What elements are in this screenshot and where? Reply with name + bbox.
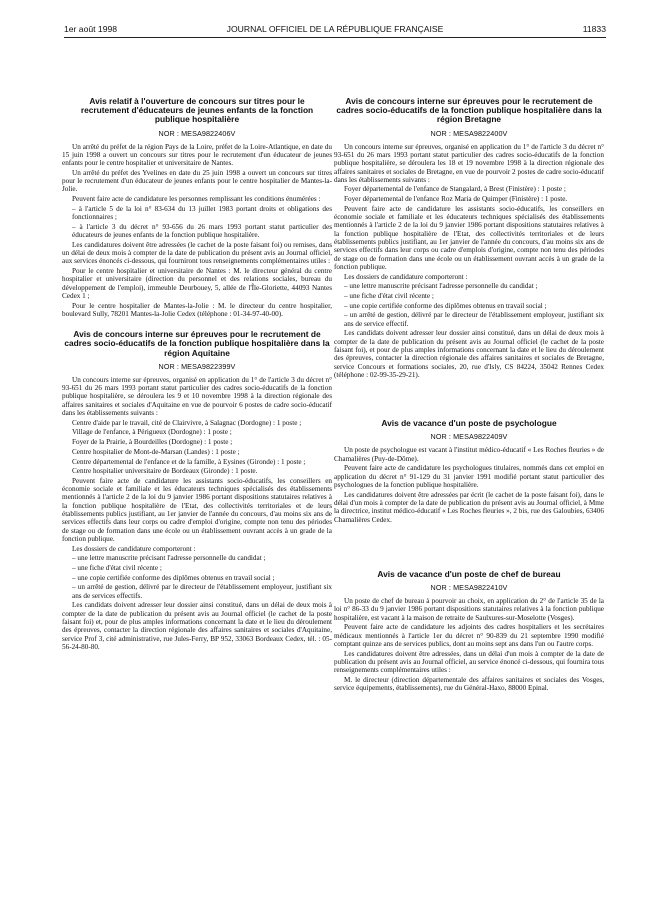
article-psychologue <box>334 419 604 524</box>
article-aquitaine <box>62 330 332 651</box>
article-paragraph: – un arrêté de gestion, délivré par le directeur de l'établissement employeur, justifiant six ans de services effectifs. <box>72 583 332 600</box>
page-number: 11833 <box>582 24 606 34</box>
article-paragraph: – une fiche d'état civil récente ; <box>72 564 162 573</box>
article-paragraph: Un arrêté du préfet de la région Pays de la Loire, préfet de la Loire-Atlantique, en date du 15 juin 1998 a ouvert un concours sur titres pour le recrutement d'un éducateur de jeunes enfants pour le centre hospitalier et universitaire de Nantes. <box>62 142 332 168</box>
article-paragraph: – une copie certifiée conforme des diplômes obtenus en travail social ; <box>344 301 547 310</box>
article-paragraph: Centre départemental de l'enfance et de la famille, à Eysines (Gironde) : 1 poste ; <box>72 457 306 466</box>
article-paragraph: – une copie certifiée conforme des diplômes obtenus en travail social ; <box>72 573 275 582</box>
article-paragraph: Les dossiers de candidature comporteront : <box>72 544 196 553</box>
nor-reference: NOR : MESA9822400V <box>430 128 508 138</box>
page-header <box>64 24 606 38</box>
article-paragraph: Village de l'enfance, à Périgueux (Dordogne) : 1 poste ; <box>72 428 232 437</box>
article-paragraph: Foyer départemental de l'enfance Roz Maria de Quimper (Finistère) : 1 poste. <box>344 195 568 204</box>
article-paragraph: Pour le centre hospitalier et universitaire de Nantes : M. le directeur général du centre hospitalier et universitaire (direction du personnel et des relations sociales, bureau du développement de l'emploi), immeuble Deurbouey, 5, allée de l'Île-Gloriette, 44093 Nantes Cedex 1 ; <box>62 267 332 300</box>
article-paragraph: Peuvent faire acte de candidature les assistants socio-éducatifs, les conseillers en économie sociale et familiale et les éducateurs techniques spécialisés des établissements mentionnés à l'article 2 de la loi du 9 janvier 1986 portant dispositions statutaires relatives à la fonction publique hospitalière de l'Etat, des collectivités territoriales et de leurs établissements publics justifiant, au 1er janvier de l'année du concours, d'au moins six ans de services effectifs dans leur corps ou cadre d'emplois d'origine, compte non tenu des périodes de stage ou de formation dans une école ou un établissement ouvrant accès à un grade de la fonction publique. <box>334 204 604 271</box>
article-paragraph: Un arrêté du préfet des Yvelines en date du 25 juin 1998 a ouvert un concours sur titres pour le recrutement d'un éducateur de jeunes enfants pour le centre hospitalier de Mantes-la-Jolie. <box>62 168 332 194</box>
nor-reference: NOR : MESA9822399V <box>158 361 236 371</box>
article-paragraph: – à l'article 5 de la loi n° 83-634 du 13 juillet 1983 portant droits et obligations des fonctionnaires ; <box>72 204 332 222</box>
article-title: Avis de concours interne sur épreuves pour le recrutement de cadres socio-éducatifs de la fonction publique hospitalière dans la région Bretagne <box>336 96 602 125</box>
article-title: Avis de vacance d'un poste de psychologue <box>381 418 557 429</box>
article-educateurs <box>62 97 332 318</box>
article-title: Avis de concours interne sur épreuves pour le recrutement de cadres socio-éducatifs de la fonction publique hospitalière dans la région Aquitaine <box>64 329 330 358</box>
article-paragraph: – une fiche d'état civil récente ; <box>344 292 434 300</box>
article-paragraph: M. le directeur (direction départementale des affaires sanitaires et sociales des Vosges, service équipements, établissements), rue du Général-Haxo, 88000 Epinal. <box>334 675 604 693</box>
article-paragraph: Les candidatures doivent être adressées (le cachet de la poste faisant foi) ou remises, dans un délai de deux mois à compter de la date de publication du présent avis au Journal officiel, aux services énoncés ci-dessous, qui fourniront tous renseignements complémentaires utiles : <box>62 240 332 266</box>
article-bretagne <box>334 97 604 379</box>
article-paragraph: – une lettre manuscrite précisant l'adresse personnelle du candidat ; <box>344 282 538 291</box>
header-rule <box>64 37 606 38</box>
article-paragraph: Peuvent faire acte de candidature les personnes remplissant les conditions énumérées : <box>72 195 321 204</box>
article-paragraph: Un poste de chef de bureau à pourvoir au choix, en application du 2° de l'article 35 de la loi n° 86-33 du 9 janvier 1986 portant dispositions statutaires relatives à la fonction publique hospitalière, est vacant à la maison de retraite de Saulxures-sur-Moselotte (Vosges). <box>334 597 604 622</box>
article-paragraph: Les candidats doivent adresser leur dossier ainsi constitué, dans un délai de deux mois à compter de la date de publication du présent avis au Journal officiel (le cachet de la poste faisant foi) et, pour de plus amples informations concernant la date et le lieu du déroulement des épreuves, contacter la direction régionale des affaires sanitaires et sociales d'Aquitaine, service Prof 3, cité administrative, rue Jules-Ferry, BP 952, 33063 Bordeaux Cedex, tél. : 05-56-24-80-80. <box>62 601 332 651</box>
article-paragraph: Foyer de la Prairie, à Bourdeilles (Dordogne) : 1 poste ; <box>72 438 233 447</box>
article-paragraph: Les candidats doivent adresser leur dossier ainsi constitué, dans un délai de deux mois à compter de la date de publication du présent avis au Journal officiel (le cachet de la poste faisant foi), et pour de plus amples informations concernant la date et le lieu du déroulement des épreuves, contacter la direction régionale des affaires sanitaires et sociales de Bretagne, service Concours et formations sociales, 20, rue d'Isly, CS 84224, 35042 Rennes Cedex (téléphone : 02-99-35-29-21). <box>334 329 604 379</box>
article-paragraph: – une lettre manuscrite précisant l'adresse personnelle du candidat ; <box>72 554 266 563</box>
article-paragraph: Un concours interne sur épreuves, organisé en application du 1° de l'article 3 du décret n° 93-651 du 26 mars 1993 portant statut particulier des cadres socio-éducatifs de la fonction publique hospitalière, se déroulera les 9 et 10 novembre 1998 à la direction régionale des affaires sanitaires et sociales d'Aquitaine en vue de pourvoir 6 postes de cadre socio-éducatif dans les établissements suivants : <box>62 375 332 418</box>
article-paragraph: Centre hospitalier universitaire de Bordeaux (Gironde) : 1 poste. <box>72 467 258 476</box>
article-paragraph: – à l'article 3 du décret n° 93-656 du 26 mars 1993 portant statut particulier des éducateurs de jeunes enfants de la fonction publique hospitalière. <box>72 222 332 240</box>
article-paragraph: Peuvent faire acte de candidature les assistants socio-éducatifs, les conseillers en économie sociale et familiale et les éducateurs techniques spécialisés des établissements mentionnés à l'article 2 de la loi du 9 janvier 1986 portant dispositions statutaires relatives à la fonction publique hospitalière de l'Etat, des collectivités territoriales et de leurs établissements publics justifiant, au 1er janvier de l'année du concours, d'au moins six ans de services effectifs dans leur corps ou cadre d'emploi d'origine, compte non tenu des périodes de stage ou de formation dans une école ou un établissement ouvrant accès à un grade de la fonction publique. <box>62 476 332 543</box>
article-title: Avis de vacance d'un poste de chef de bureau <box>377 568 561 579</box>
article-paragraph: Centre d'aide par le travail, cité de Clairvivre, à Salagnac (Dordogne) : 1 poste ; <box>72 418 302 427</box>
article-paragraph: Peuvent faire acte de candidature les adjoints des cadres hospitaliers et les secrétaires médicaux mentionnés à l'article 1er du décret n° 90-839 du 21 septembre 1990 modifié comptant quinze ans de services publics, dont au moins sept ans dans l'un ou l'autre corps. <box>334 623 604 648</box>
article-paragraph: Peuvent faire acte de candidature les psychologues titulaires, nommés dans cet emploi en application du décret n° 91-129 du 31 janvier 1991 modifié portant statut particulier des psychologues de la fonction publique hospitalière. <box>334 464 604 489</box>
article-paragraph: Centre hospitalier de Mont-de-Marsan (Landes) : 1 poste ; <box>72 447 240 456</box>
issue-date: 1er août 1998 <box>64 24 118 34</box>
left-column <box>62 97 332 663</box>
article-chef-bureau <box>334 570 604 693</box>
article-paragraph: Les dossiers de candidature comporteront : <box>344 272 468 281</box>
nor-reference: NOR : MESA9822410V <box>430 583 508 592</box>
article-paragraph: – un arrêté de gestion, délivré par le directeur de l'établissement employeur, justifiant six ans de service effectif. <box>344 311 604 328</box>
right-column <box>334 97 604 704</box>
article-paragraph: Un concours interne sur épreuves, organisé en application du 1° de l'article 3 du décret n° 93-651 du 26 mars 1993 portant statut particulier des cadres socio-éducatifs de la fonction publique hospitalière, se déroulera les 18 et 19 novembre 1998 à la direction régionale des affaires sanitaires et sociales de Bretagne, en vue de pourvoir 2 postes de cadre socio-éducatif dans les établissements suivants : <box>334 142 604 184</box>
nor-reference: NOR : MESA9822406V <box>158 128 236 138</box>
article-paragraph: Les candidatures doivent être adressées par écrit (le cachet de la poste faisant foi), dans le délai d'un mois à compter de la date de publication du présent avis au Journal officiel, à Mme la directrice, institut médico-éducatif « Les Roches fleuries », 2 bis, rue des Galoubies, 63406 Chamalières Cedex. <box>334 490 604 524</box>
article-paragraph: Un poste de psychologue est vacant à l'institut médico-éducatif « Les Roches fleuries » de Chamalières (Puy-de-Dôme). <box>334 446 604 463</box>
article-paragraph: Pour le centre hospitalier de Mantes-la-Jolie : M. le directeur du centre hospitalier, boulevard Sully, 78201 Mantes-la-Jolie Cedex (téléphone : 01-34-97-40-00). <box>62 301 332 318</box>
article-title: Avis relatif à l'ouverture de concours sur titres pour le recrutement d'éducateurs de jeunes enfants de la fonction publique hospitalière <box>80 96 314 125</box>
journal-title: JOURNAL OFFICIEL DE LA RÉPUBLIQUE FRANÇAISE <box>226 24 444 34</box>
article-paragraph: Foyer départemental de l'enfance de Stangalard, à Brest (Finistère) : 1 poste ; <box>344 185 566 194</box>
article-paragraph: Les candidatures doivent être adressées, dans un délai d'un mois à compter de la date de publication du présent avis au Journal officiel, au service énoncé ci-dessous, qui fournira tous renseignements complémentaires utiles : <box>334 649 604 675</box>
nor-reference: NOR : MESA9822409V <box>430 432 508 442</box>
